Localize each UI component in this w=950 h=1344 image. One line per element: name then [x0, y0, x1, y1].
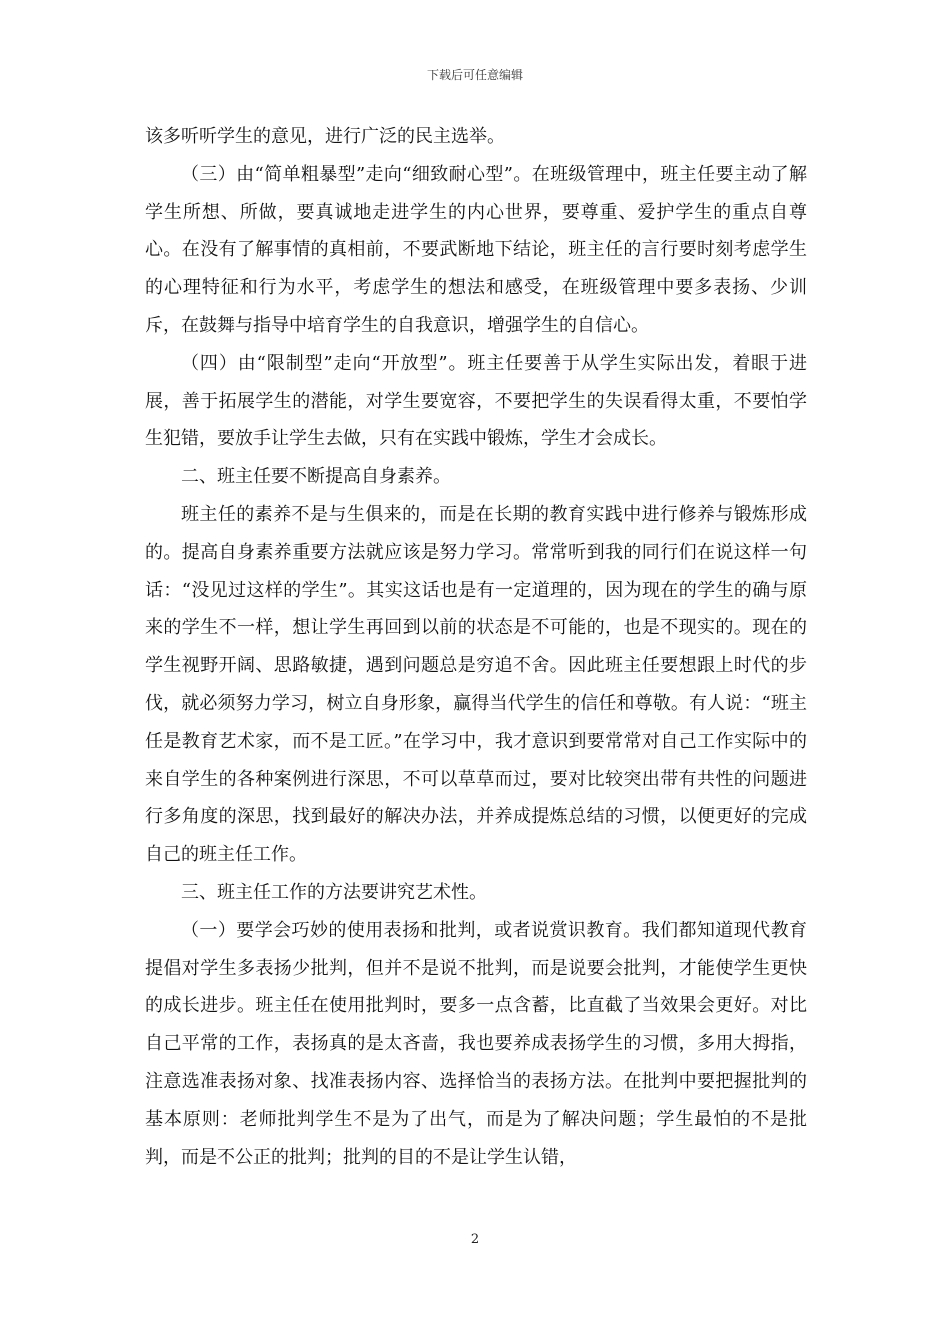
page-header: 下载后可任意编辑	[426, 68, 523, 82]
paragraph-5: （一）要学会巧妙的使用表扬和批判，或者说赏识教育。我们都知道现代教育提倡对学生多表扬少批判，但并不是说不批判，而是说要会批判，才能使学生更快的成长进步。班主任在使用批判时，要多一点含蓄，比直截了当效果会更好。对比自己平常的工作，表扬真的是太吝啬，我也要养成表扬学生的习惯，多用大拇指，注意选准表扬对象、找准表扬内容、选择恰当的表扬方法。在批判中要把握批判的基本原则：老师批判学生不是为了出气，而是为了解决问题；学生最怕的不是批判，而是不公正的批判；批判的目的不是让学生认错，	[145, 919, 807, 1168]
paragraph-1: 该多听听学生的意见，进行广泛的民主选举。	[145, 126, 505, 147]
section-heading-3: 三、班主任工作的方法要讲究艺术性。	[181, 881, 487, 903]
paragraph-4: 班主任的素养不是与生俱来的，而是在长期的教育实践中进行修养与锻炼形成的。提高自身素养重要方法就应该是努力学习。常常听到我的同行们在说这样一句话：“没见过这样的学生”。其实这话也是有一定道理的，因为现在的学生的确与原来的学生不一样，想让学生再回到以前的状态是不可能的，也是不现实的。现在的学生视野开阔、思路敏捷，遇到问题总是穷追不舍。因此班主任要想跟上时代的步伐，就必须努力学习，树立自身形象，赢得当代学生的信任和尊敬。有人说：“班主任是教育艺术家，而不是工匠。”在学习中，我才意识到要常常对自己工作实际中的来自学生的各种案例进行深思，不可以草草而过，要对比较突出带有共性的问题进行多角度的深思，找到最好的解决办法，并养成提炼总结的习惯，以便更好的完成自己的班主任工作。	[145, 503, 807, 866]
document-body	[145, 118, 807, 1176]
paragraph-3: （四）由“限制型”走向“开放型”。班主任要善于从学生实际出发，着眼于进展，善于拓展学生的潜能，对学生要宽容，不要把学生的失误看得太重，不要怕学生犯错，要放手让学生去做，只有在实践中锻炼，学生才会成长。	[145, 352, 807, 450]
page-number: 2	[470, 1232, 480, 1247]
paragraph-2: （三）由“简单粗暴型”走向“细致耐心型”。在班级管理中，班主任要主动了解学生所想、所做，要真诚地走进学生的内心世界，要尊重、爱护学生的重点自尊心。在没有了解事情的真相前，不要武断地下结论，班主任的言行要时刻考虑学生的心理特征和行为水平，考虑学生的想法和感受，在班级管理中要多表扬、少训斥，在鼓舞与指导中培育学生的自我意识，增强学生的自信心。	[145, 163, 807, 336]
section-heading-2: 二、班主任要不断提高自身素养。	[181, 466, 451, 488]
